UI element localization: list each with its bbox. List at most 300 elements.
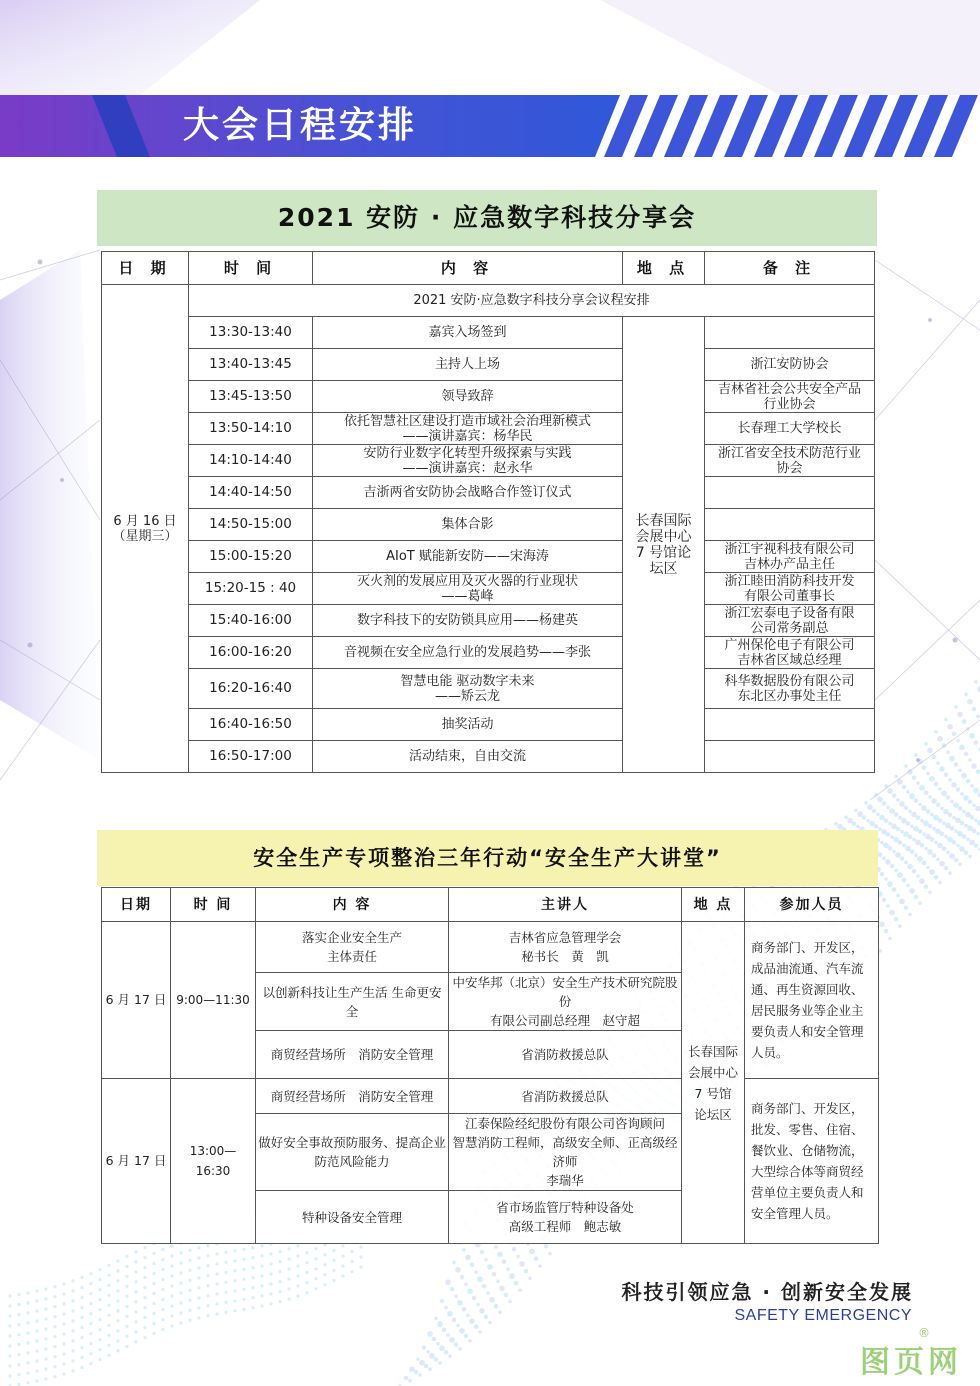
wave-dot	[314, 1247, 317, 1250]
wave-dot	[528, 1276, 532, 1280]
wave-dot	[233, 1249, 236, 1252]
wave-dot	[534, 1256, 539, 1261]
wave-dot	[937, 843, 943, 849]
wave-dot	[914, 753, 918, 757]
wave-dot	[35, 1339, 38, 1342]
agenda-time: 14:40-14:50	[189, 477, 313, 509]
agenda-content: 嘉宾入场签到	[313, 317, 623, 349]
wave-dot	[188, 1279, 191, 1282]
wave-dot	[170, 1325, 173, 1328]
wave-dot	[462, 1248, 466, 1252]
wave-dot	[161, 1278, 164, 1281]
wave-dot	[422, 1345, 427, 1350]
wave-dot	[44, 1317, 47, 1320]
agenda-remark: 浙江宇视科技有限公司 吉林办产品主任	[705, 541, 875, 573]
wave-dot	[89, 1322, 92, 1325]
wave-dot	[8, 1374, 11, 1377]
lecture-content: 落实企业安全生产 主体责任	[256, 922, 449, 973]
wave-dot	[457, 1300, 463, 1306]
wave-dot	[206, 1254, 209, 1257]
wave-dot	[179, 1281, 182, 1284]
wave-dot	[496, 1279, 500, 1283]
agenda-time: 16:00-16:20	[189, 637, 313, 669]
wave-dot	[287, 1267, 290, 1270]
watermark-logo: 图页网	[860, 1345, 962, 1380]
wave-dot	[170, 1315, 173, 1318]
wave-dot	[427, 1331, 433, 1337]
wave-dot	[470, 1262, 475, 1267]
wave-dot	[242, 1268, 245, 1271]
wave-dot	[946, 795, 951, 800]
wave-dot	[98, 1318, 101, 1321]
wave-dot	[866, 819, 870, 823]
wave-dot	[26, 1341, 29, 1344]
wave-dot	[125, 1295, 128, 1298]
wave-dot	[89, 1302, 92, 1305]
wave-dot	[53, 1365, 56, 1368]
wave-dot	[890, 864, 895, 869]
wave-dot	[897, 872, 903, 878]
wave-dot	[323, 1253, 326, 1256]
lecture-header-speaker: 主讲人	[449, 888, 682, 922]
wave-dot	[152, 1272, 155, 1275]
wave-dot	[62, 1282, 65, 1285]
wave-dot	[940, 807, 944, 811]
wave-dot	[874, 793, 878, 797]
wave-dot	[950, 800, 954, 804]
agenda-row	[102, 709, 875, 741]
wave-dot	[125, 1335, 128, 1338]
wave-dot	[952, 816, 956, 820]
wave-dot	[89, 1352, 92, 1355]
wave-dot	[922, 832, 926, 836]
wave-dot	[951, 782, 957, 788]
wave-dot	[80, 1326, 83, 1329]
wave-dot	[179, 1251, 182, 1254]
wave-dot	[444, 1306, 448, 1310]
wave-dot	[912, 775, 917, 780]
wave-dot	[206, 1274, 209, 1277]
agenda-remark: 科华数据股份有限公司 东北区办事处主任	[705, 669, 875, 709]
wave-dot	[233, 1259, 236, 1262]
wave-dot	[80, 1346, 83, 1349]
wave-dot	[242, 1278, 245, 1281]
wave-dot	[484, 1258, 488, 1262]
wave-dot	[477, 1276, 483, 1282]
wave-dot	[446, 1333, 450, 1337]
wave-dot	[878, 852, 883, 857]
wave-dot	[884, 877, 888, 881]
wave-dot	[469, 1318, 475, 1324]
wave-dot	[107, 1314, 110, 1317]
wave-dot	[107, 1264, 110, 1267]
wave-dot	[305, 1271, 308, 1274]
wave-dot	[62, 1362, 65, 1365]
wave-dot	[944, 718, 948, 722]
wave-dot	[260, 1244, 263, 1247]
agenda-content: 抽奖活动	[313, 709, 623, 741]
wave-dot	[930, 813, 934, 817]
wave-dot	[224, 1271, 227, 1274]
wave-dot	[35, 1359, 38, 1362]
wave-dot	[898, 816, 902, 820]
lecture-header-participants: 参加人员	[745, 888, 879, 922]
wave-dot	[462, 1307, 467, 1312]
footer-slogan: 科技引领应急 · 创新安全发展	[621, 1280, 913, 1304]
wave-dot	[89, 1282, 92, 1285]
wave-dot	[926, 809, 931, 814]
wave-dot	[224, 1251, 227, 1254]
wave-dot	[233, 1289, 236, 1292]
wave-dot	[242, 1288, 245, 1291]
wave-dot	[961, 773, 967, 779]
wave-dot	[942, 743, 947, 748]
wave-dot	[418, 1373, 422, 1377]
wave-dot	[494, 1304, 499, 1309]
agenda-subtitle-row	[102, 285, 875, 317]
wave-dot	[89, 1362, 92, 1365]
wave-dot	[893, 837, 899, 843]
wave-dot	[924, 884, 929, 889]
agenda-row	[102, 541, 875, 573]
wave-dot	[939, 861, 945, 867]
wave-dot	[434, 1317, 438, 1321]
wave-dot	[80, 1296, 83, 1299]
wave-dot	[854, 809, 858, 813]
wave-dot	[161, 1318, 164, 1321]
wave-dot	[906, 884, 910, 888]
wave-dot	[954, 858, 959, 863]
wave-dot	[895, 852, 901, 858]
wave-dot	[278, 1300, 281, 1303]
wave-dot	[964, 752, 969, 757]
wave-dot	[269, 1282, 272, 1285]
wave-dot	[882, 801, 887, 806]
wave-dot	[432, 1337, 437, 1342]
wave-dot	[53, 1315, 56, 1318]
wave-dot	[143, 1316, 146, 1319]
wave-dot	[512, 1247, 517, 1252]
wave-dot	[974, 680, 978, 684]
wave-dot	[889, 910, 895, 916]
wave-dot	[116, 1339, 119, 1342]
wave-dot	[152, 1332, 155, 1335]
wave-dot	[53, 1325, 56, 1328]
wave-dot	[215, 1312, 218, 1315]
wave-dot	[894, 869, 898, 873]
wave-dot	[215, 1292, 218, 1295]
wave-dot	[26, 1381, 29, 1384]
wave-dot	[224, 1281, 227, 1284]
wave-dot	[958, 806, 963, 811]
wave-dot	[350, 1270, 353, 1273]
wave-dot	[8, 1294, 11, 1297]
wave-dot	[918, 803, 922, 807]
wave-dot	[894, 812, 899, 817]
wave-dot	[134, 1250, 137, 1253]
wave-dot	[98, 1358, 101, 1361]
wave-dot	[53, 1335, 56, 1338]
wave-dot	[26, 1301, 29, 1304]
wave-dot	[506, 1267, 510, 1271]
agenda-row	[102, 741, 875, 773]
wave-dot	[455, 1267, 461, 1273]
wave-dot	[467, 1288, 473, 1294]
wave-dot	[538, 1264, 542, 1268]
wave-dot	[894, 917, 899, 922]
wave-dot	[932, 853, 937, 858]
wave-dot	[480, 1250, 485, 1255]
wave-dot	[161, 1288, 164, 1291]
wave-dot	[434, 1357, 439, 1362]
wave-dot	[233, 1309, 236, 1312]
wave-dot	[8, 1364, 11, 1367]
wave-dot	[916, 781, 920, 785]
wave-dot	[938, 881, 942, 885]
wave-dot	[152, 1292, 155, 1295]
wave-dot	[867, 804, 873, 810]
agenda-time: 13:40-13:45	[189, 349, 313, 381]
wave-dot	[444, 1350, 449, 1355]
wave-dot	[62, 1342, 65, 1345]
wave-dot	[498, 1311, 502, 1315]
wave-dot	[71, 1319, 74, 1322]
wave-dot	[898, 924, 902, 928]
wave-dot	[879, 921, 885, 927]
wave-dot	[233, 1279, 236, 1282]
wave-dot	[161, 1308, 164, 1311]
wave-dot	[332, 1259, 335, 1262]
wave-dot	[161, 1268, 164, 1271]
wave-dot	[98, 1308, 101, 1311]
wave-dot	[224, 1261, 227, 1264]
wave-dot	[897, 779, 903, 785]
wave-dot	[170, 1255, 173, 1258]
wave-dot	[224, 1311, 227, 1314]
wave-dot	[71, 1289, 74, 1292]
wave-dot	[125, 1275, 128, 1278]
wave-dot	[976, 715, 980, 719]
wave-dot	[17, 1323, 20, 1326]
wave-dot	[887, 881, 893, 887]
wave-dot	[896, 894, 900, 898]
wave-dot	[341, 1274, 344, 1277]
wave-dot	[62, 1322, 65, 1325]
wave-dot	[876, 813, 880, 817]
agenda-subtitle: 2021 安防·应急数字科技分享会议程安排	[189, 285, 875, 317]
wave-dot	[17, 1333, 20, 1336]
wave-dot	[862, 815, 867, 820]
wave-dot	[934, 875, 939, 880]
wave-dot	[926, 866, 930, 870]
wave-dot	[896, 798, 900, 802]
wave-dot	[460, 1275, 465, 1280]
agenda-remark	[705, 741, 875, 773]
wave-dot	[514, 1281, 519, 1286]
wave-dot	[886, 806, 890, 810]
wave-dot	[35, 1309, 38, 1312]
agenda-content: 吉浙两省安防协会战略合作签订仪式	[313, 477, 623, 509]
lecture-content: 做好安全事故预防服务、提高企业 防范风险能力	[256, 1114, 449, 1191]
agenda-row	[102, 317, 875, 349]
wave-dot	[548, 1252, 552, 1256]
agenda-date-cell	[102, 285, 189, 773]
wave-dot	[956, 739, 960, 743]
wave-dot	[242, 1248, 245, 1251]
wave-dot	[35, 1289, 38, 1292]
wave-dot	[504, 1293, 509, 1298]
header-banner	[0, 95, 980, 157]
wave-dot	[188, 1249, 191, 1252]
wave-dot	[98, 1288, 101, 1291]
wave-dot	[53, 1285, 56, 1288]
wave-dot	[968, 855, 972, 859]
wave-dot	[332, 1279, 335, 1282]
wave-dot	[179, 1291, 182, 1294]
wave-dot	[436, 1342, 440, 1346]
wave-dot	[314, 1257, 317, 1260]
wave-dot	[17, 1313, 20, 1316]
wave-dot	[935, 828, 941, 834]
wave-dot	[116, 1309, 119, 1312]
header-remark: 备 注	[705, 252, 875, 285]
wave-dot	[487, 1264, 493, 1270]
wave-dot	[26, 1291, 29, 1294]
wave-dot	[134, 1340, 137, 1343]
wave-dot	[143, 1336, 146, 1339]
wave-dot	[967, 699, 973, 705]
wave-dot	[966, 838, 970, 842]
wave-dot	[26, 1331, 29, 1334]
wave-dot	[957, 831, 963, 837]
wave-dot	[474, 1324, 479, 1329]
wave-dot	[296, 1274, 299, 1277]
wave-dot	[152, 1322, 155, 1325]
wave-dot	[912, 838, 916, 842]
wave-dot	[314, 1287, 317, 1290]
wave-dot	[928, 795, 932, 799]
agenda-date: 6 月 16 日	[113, 513, 177, 529]
wave-dot	[206, 1244, 209, 1247]
lecture-speaker: 吉林省应急管理学会 秘书长 黄 凯	[449, 922, 682, 973]
wave-dot	[438, 1361, 442, 1365]
wave-dot	[107, 1344, 110, 1347]
wave-dot	[143, 1296, 146, 1299]
wave-dot	[882, 856, 886, 860]
wave-dot	[914, 853, 918, 857]
wave-dot	[458, 1347, 462, 1351]
wave-dot	[484, 1315, 489, 1320]
agenda-remark	[705, 509, 875, 541]
wave-dot	[287, 1257, 290, 1260]
wave-dot	[962, 719, 967, 724]
wave-dot	[170, 1265, 173, 1268]
wave-dot	[341, 1264, 344, 1267]
lecture-speaker: 省消防救援总队	[449, 1079, 682, 1114]
wave-dot	[278, 1290, 281, 1293]
wave-dot	[134, 1300, 137, 1303]
wave-dot	[478, 1330, 482, 1334]
wave-dot	[938, 787, 942, 791]
wave-dot	[206, 1304, 209, 1307]
wave-dot	[287, 1297, 290, 1300]
lecture-location: 长春国际 会展中心 7 号馆 论坛区	[682, 922, 745, 1244]
wave-dot	[170, 1275, 173, 1278]
wave-dot	[904, 764, 908, 768]
wave-dot	[544, 1244, 549, 1249]
wave-dot	[170, 1305, 173, 1308]
wave-dot	[964, 693, 968, 697]
wave-dot	[452, 1318, 457, 1323]
wave-dot	[474, 1270, 478, 1274]
wave-dot	[80, 1306, 83, 1309]
wave-dot	[62, 1302, 65, 1305]
lecture-date: 6 月 17 日	[102, 922, 171, 1079]
lecture-participants: 商务部门、开发区，批发、零售、住宿、餐饮业、仓储物流，大型综合体等商贸经营单位主要负责人和安全管理人员。	[745, 1079, 879, 1244]
wave-dot	[278, 1250, 281, 1253]
wave-dot	[134, 1280, 137, 1283]
agenda-row	[102, 637, 875, 669]
wave-dot	[17, 1353, 20, 1356]
wave-dot	[44, 1377, 47, 1380]
wave-dot	[197, 1266, 200, 1269]
wave-dot	[456, 1324, 460, 1328]
wave-dot	[934, 841, 938, 845]
wave-dot	[972, 804, 976, 808]
wave-dot	[914, 798, 919, 803]
wave-dot	[972, 707, 977, 712]
wave-dot	[844, 816, 848, 820]
wave-dot	[904, 861, 908, 865]
wave-dot	[188, 1299, 191, 1302]
wave-dot	[242, 1298, 245, 1301]
wave-dot	[907, 864, 913, 870]
wave-dot	[959, 745, 965, 751]
agenda-content: 安防行业数字化转型升级探索与实践 ——演讲嘉宾：赵永华	[313, 445, 623, 477]
wave-dot	[909, 794, 915, 800]
agenda-row	[102, 573, 875, 605]
agenda-time: 16:20-16:40	[189, 669, 313, 709]
wave-dot	[904, 906, 909, 911]
wave-dot	[492, 1272, 497, 1277]
agenda-content: 数字科技下的安防锁具应用——杨建英	[313, 605, 623, 637]
agenda-remark: 浙江安防协会	[705, 349, 875, 381]
wave-dot	[107, 1304, 110, 1307]
wave-dot	[901, 818, 907, 824]
wave-dot	[847, 818, 853, 824]
wave-dot	[472, 1296, 477, 1301]
wave-dot	[882, 898, 887, 903]
wave-dot	[889, 808, 895, 814]
wave-dot	[450, 1287, 455, 1292]
wave-dot	[946, 850, 950, 854]
wave-dot	[44, 1287, 47, 1290]
wave-dot	[877, 797, 883, 803]
agenda-time: 16:50-17:00	[189, 741, 313, 773]
wave-dot	[143, 1276, 146, 1279]
agenda-row	[102, 509, 875, 541]
wave-dot	[885, 859, 891, 865]
wave-dot	[143, 1306, 146, 1309]
wave-dot	[350, 1250, 353, 1253]
wave-dot	[242, 1308, 245, 1311]
wave-dot	[924, 742, 928, 746]
wave-dot	[857, 811, 863, 817]
wave-dot	[928, 891, 932, 895]
wave-dot	[958, 863, 962, 867]
wave-dot	[53, 1375, 56, 1378]
wave-dot	[341, 1254, 344, 1257]
